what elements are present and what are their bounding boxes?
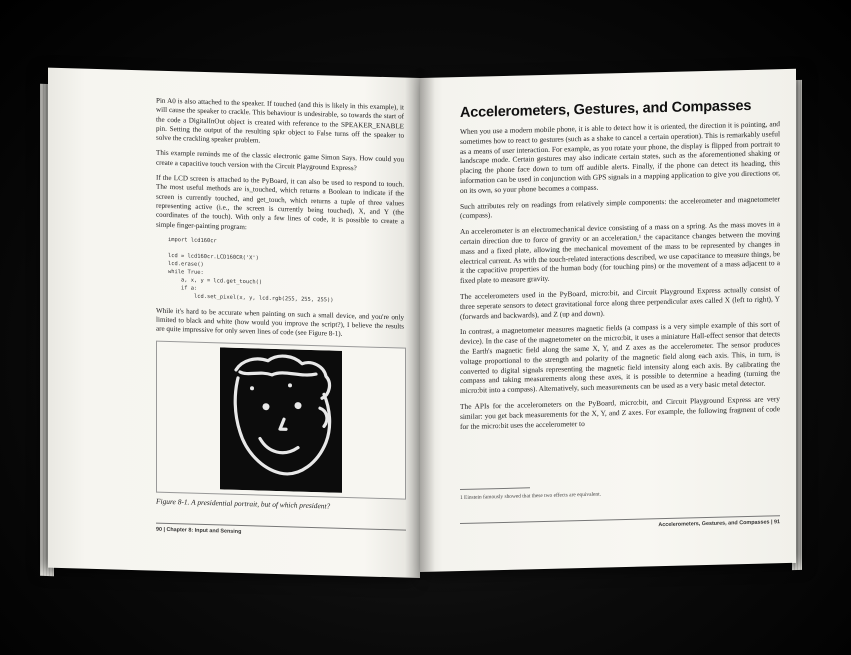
- left-paragraph-2: This example reminds me of the classic electronic game Simon Says. How could you create a capacitive touch version with the Circuit Playground Express?: [156, 149, 404, 173]
- right-paragraph-4: The accelerometers used in the PyBoard, micro:bit, and Circuit Playground Express actually consist of three seperate sensors to detect gravitational force along three perpendicular axes called X (left to right), Y (forwards and backwards), and Z (up and down).: [460, 284, 780, 321]
- right-paragraph-2: Such attributes rely on readings from relatively simple components: the accelerometer and magnetometer (compass).: [460, 193, 780, 221]
- left-page-text: [156, 97, 404, 513]
- left-paragraph-3: If the LCD screen is attached to the PyBoard, it can also be used to respond to touch. The most useful methods are is_touched, which returns a Boolean to indicate if the screen is currently touched, and get_touch, which returns a tuple of three values representing active (i.e., the screen is currently being touched), X, and Y (the coordinates of the touch). With only a few lines of code, it is possible to create a simple finger-painting program:: [156, 173, 404, 231]
- right-paragraph-1: When you use a modern mobile phone, it is able to detect how it is oriented, the direction it is pointing, and sometimes how to react to gestures (such as a shake to cancel a certain operation). This is remarkably useful as a means of user interaction. For example, as you rotate your phone, the display is flipped from portrait to landscape mode. Certain gestures may also indicate certain states, such as the aforementioned shaking or placing the phone face down to turn off audible alerts. Finally, if the phone can detect its heading, this information can be used in conjunction with GPS signals in a mapping application to give you directions or, on its own, so your phone becomes a compass.: [460, 119, 780, 195]
- left-paragraph-1: Pin A0 is also attached to the speaker. If touched (and this is likely in this example), it will cause the speaker to crackle. This behaviour is undesirable, so towards the start of the code a DigitalInOut object is created with reference to the SPEAKER_ENABLE pin. Setting the output of the resulting spkr object to False turns off the speaker to solve the crackling speaker problem.: [156, 96, 404, 145]
- left-paragraph-4: While it's hard to be accurate when painting on such a small device, and you're only limited to black and white (how would you improve the script?), I believe the results are quite impressive for only seven lines of code (see Figure 8-1).: [156, 306, 404, 339]
- right-paragraph-6: The APIs for the accelerometers on the PyBoard, micro:bit, and Circuit Playground Express are very similar: you get back measurements for the X, Y, and Z axes. For example, the following fragment of code for the micro:bit uses the accelerometer to: [460, 394, 780, 431]
- smiley-drawing: [220, 347, 342, 492]
- right-paragraph-3: An accelerometer is an electromechanical device consisting of a mass on a spring. As the mass moves in a certain direction due to force of gravity or an acceleration,¹ the capacitance changes between the moving mass and a fixed plate, allowing the mechanical movement of the mass to be represented by changes in electrical current. As with the touch-related interactions described, we use capacitance to measure things, be it the capacitive properties of the human body (for touching pins) or the movement of a mass adjacent to a fixed plate to measure gravity.: [460, 219, 780, 286]
- figure-frame: [156, 340, 406, 499]
- left-page: [48, 68, 420, 578]
- footnote-rule: [460, 487, 530, 490]
- right-footer: Accelerometers, Gestures, and Compasses | 91: [460, 515, 780, 533]
- section-heading: Accelerometers, Gestures, and Compasses: [460, 97, 752, 122]
- left-footer: 90 | Chapter 8: Input and Sensing: [156, 523, 406, 540]
- code-listing: import lcd160cr lcd = lcd160cr.LCD160CR('X') lcd.erase() while True: a, x, y = lcd.get_touch() if a: lcd.set_pixel(x, y, lcd.rgb(255, 255, 255)): [168, 236, 334, 304]
- figure-caption: Figure 8-1. A presidential portrait, but of which president?: [156, 496, 331, 511]
- footnote: 1 Einstein famously showed that these two effects are equivalent.: [460, 491, 601, 502]
- right-page-text: [460, 93, 780, 437]
- right-page: [420, 69, 796, 572]
- right-paragraph-5: In contrast, a magnetometer measures magnetic fields (a compass is a very simple example of this sort of device). In the case of the magnetometer on the micro:bit, it uses a miniature Hall-effect sensor that detects the Earth's magnetic field along the same X, Y, and Z axes as the accelerometer. The sensor produces voltage proportional to the strength and polarity of the magnetic field along each axis. This, in turn, is converted to digital signals representing the magnetic field intensity along each axis. By calibrating the compass and taking measurements along these axes, it is possible to determine a heading (turning the micro:bit into a compass). Alternatively, such measurements can be used as a very basic metal detector.: [460, 319, 780, 396]
